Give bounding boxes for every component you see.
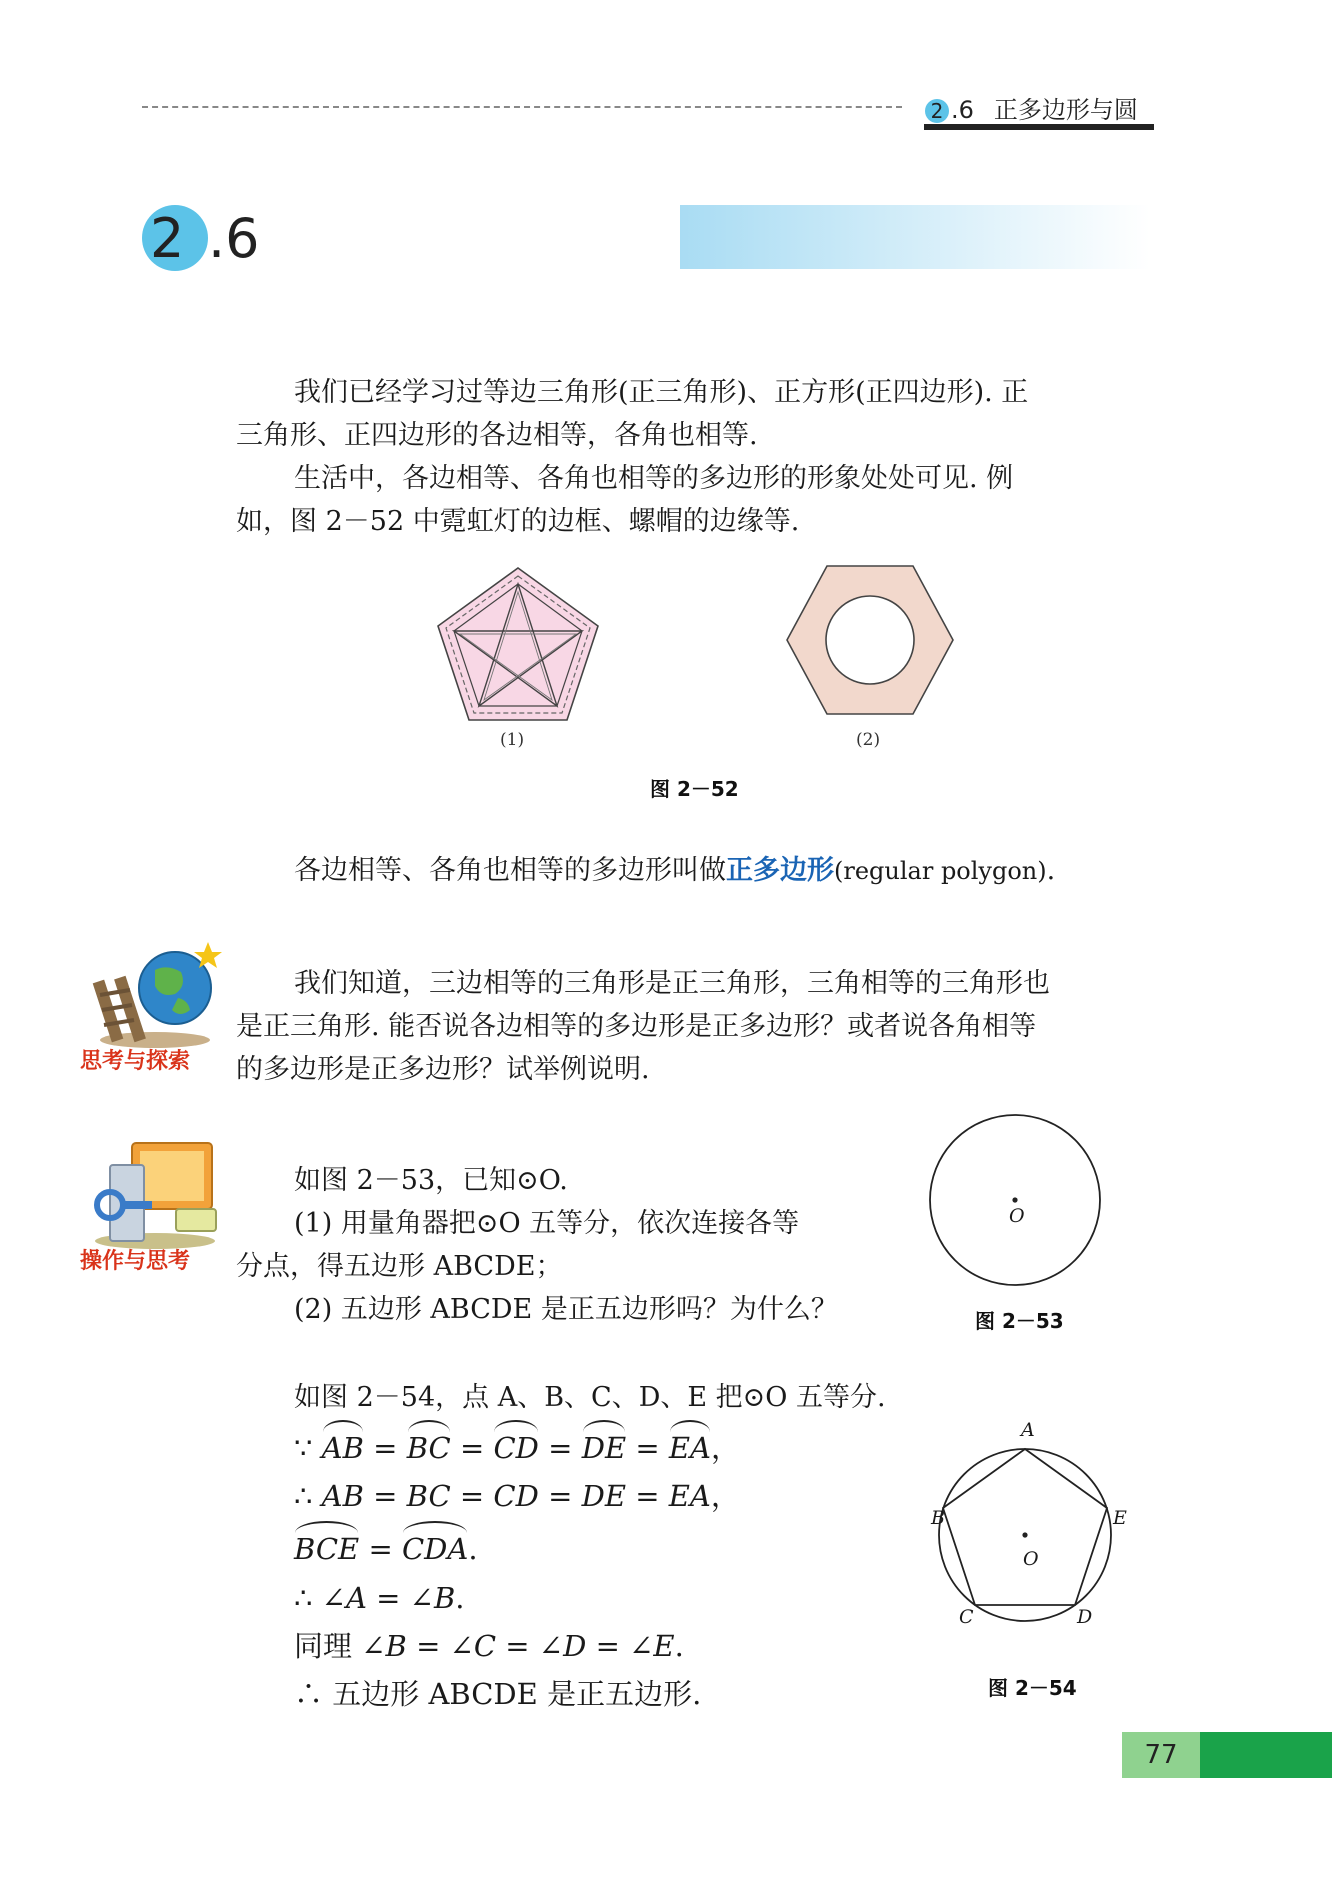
header-rule: [924, 124, 1154, 130]
angle-equality-ab: ∠A = ∠B: [321, 1581, 456, 1615]
figure-54-caption: 图 2－54: [988, 1676, 1077, 1700]
period: .: [692, 1677, 702, 1711]
operate-line: (1) 用量角器把⊙O 五等分，依次连接各等: [294, 1208, 800, 1239]
chord-equality: AB = BC = CD = DE = EA: [321, 1479, 711, 1513]
definition-text: 各边相等、各角也相等的多边形叫做: [294, 855, 726, 886]
intro-line: 生活中，各边相等、各角也相等的多边形的形象处处可见. 例: [294, 463, 1014, 494]
fig54-center-label: O: [1023, 1548, 1039, 1570]
arc-ab: AB: [322, 1424, 364, 1472]
vertex-label-d: D: [1077, 1606, 1093, 1628]
think-paragraph: [236, 962, 1156, 1091]
circle-o-figure: [925, 1110, 1105, 1290]
globe-ladder-icon: [80, 940, 230, 1050]
operate-line: 分点，得五边形 ABCDE；: [236, 1251, 563, 1282]
vertex-label-c: C: [959, 1606, 974, 1628]
therefore-symbol: ∴: [294, 1479, 313, 1513]
comma: ，: [710, 1479, 740, 1513]
proof-line-major-arcs: [294, 1525, 478, 1573]
since-symbol: ∵: [294, 1431, 313, 1465]
conclusion-text: 五边形 ABCDE 是正五边形: [332, 1677, 693, 1711]
intro-line: 三角形、正四边形的各边相等，各角也相等.: [236, 420, 758, 451]
period: .: [468, 1532, 478, 1566]
think-line: 是正三角形. 能否说各边相等的多边形是正多边形？或者说各角相等: [236, 1011, 1037, 1042]
arc-de: DE: [582, 1424, 626, 1472]
arc-cda: CDA: [402, 1525, 468, 1573]
intro-line: 我们已经学习过等边三角形(正三角形)、正方形(正四边形). 正: [294, 377, 1029, 408]
proof-line-angles-ab: [294, 1574, 464, 1622]
therefore-symbol: ∴: [294, 1581, 313, 1615]
figure-52-caption: 图 2－52: [650, 777, 739, 801]
equals-sign: =: [373, 1431, 398, 1465]
figure-sub-label-2: (2): [856, 730, 881, 750]
running-header: [925, 90, 1138, 125]
think-line: 我们知道，三边相等的三角形是正三角形，三角相等的三角形也: [294, 968, 1050, 999]
comma: ，: [710, 1431, 740, 1465]
operate-line: 如图 2－53，已知⊙O.: [294, 1165, 568, 1196]
proof-line-similarly: [294, 1622, 684, 1670]
equals-sign: =: [635, 1431, 660, 1465]
hex-nut-figure: [785, 560, 955, 720]
proof-line-conclusion: [294, 1670, 701, 1718]
period: .: [455, 1581, 465, 1615]
equals-sign: =: [548, 1431, 573, 1465]
proof-intro: 如图 2－54，点 A、B、C、D、E 把⊙O 五等分.: [294, 1382, 886, 1413]
page-number-bar: [1200, 1732, 1332, 1778]
figure-sub-label-1: (1): [500, 730, 525, 750]
vertex-label-a: A: [1021, 1419, 1035, 1441]
think-explore-icon: [80, 940, 230, 1075]
computer-key-icon: [80, 1135, 230, 1250]
figure-53-caption: 图 2－53: [975, 1309, 1064, 1333]
header-chapter-title: 正多边形与圆: [993, 96, 1138, 124]
intro-line: 如，图 2－52 中霓虹灯的边框、螺帽的边缘等.: [236, 506, 800, 537]
equals-sign: =: [459, 1431, 485, 1465]
think-explore-label: 思考与探索: [80, 1049, 191, 1074]
definition-paragraph: [236, 849, 1214, 893]
section-number-major: 2: [150, 207, 185, 270]
operate-think-label: 操作与思考: [80, 1249, 191, 1274]
definition-english: (regular polygon): [834, 857, 1047, 885]
period: .: [674, 1629, 684, 1663]
arc-cd: CD: [493, 1424, 538, 1472]
operate-paragraph: [236, 1159, 936, 1331]
inscribed-pentagon-figure: [930, 1440, 1120, 1630]
page-number: 77: [1144, 1740, 1178, 1770]
definition-period: .: [1046, 855, 1056, 886]
arc-bc: BC: [407, 1424, 451, 1472]
arc-ea: EA: [669, 1424, 711, 1472]
vertex-label-e: E: [1113, 1507, 1127, 1529]
definition-term: 正多边形: [726, 855, 834, 886]
proof-line-arcs: [294, 1424, 740, 1472]
think-line: 的多边形是正多边形？试举例说明.: [236, 1054, 650, 1085]
section-number-minor: .6: [208, 207, 260, 270]
equals-sign: =: [368, 1532, 393, 1566]
header-dashed-line: [142, 106, 902, 108]
header-section-number: .6: [951, 96, 974, 124]
similarly-label: 同理: [294, 1629, 353, 1663]
neon-pentagram-figure: [428, 560, 608, 730]
angle-equality-bcde: ∠B = ∠C = ∠D = ∠E: [361, 1629, 675, 1663]
intro-paragraph: [236, 371, 1156, 543]
operate-line: (2) 五边形 ABCDE 是正五边形吗？为什么？: [294, 1294, 838, 1325]
proof-line-chords: [294, 1472, 740, 1520]
header-section-badge: 2: [925, 99, 949, 123]
section-gradient-bar: [680, 205, 1150, 269]
vertex-label-b: B: [931, 1507, 945, 1529]
operate-think-icon: [80, 1135, 230, 1275]
arc-bce: BCE: [294, 1525, 359, 1573]
therefore-symbol: ∴: [294, 1677, 324, 1711]
fig53-center-label: O: [1009, 1205, 1025, 1227]
